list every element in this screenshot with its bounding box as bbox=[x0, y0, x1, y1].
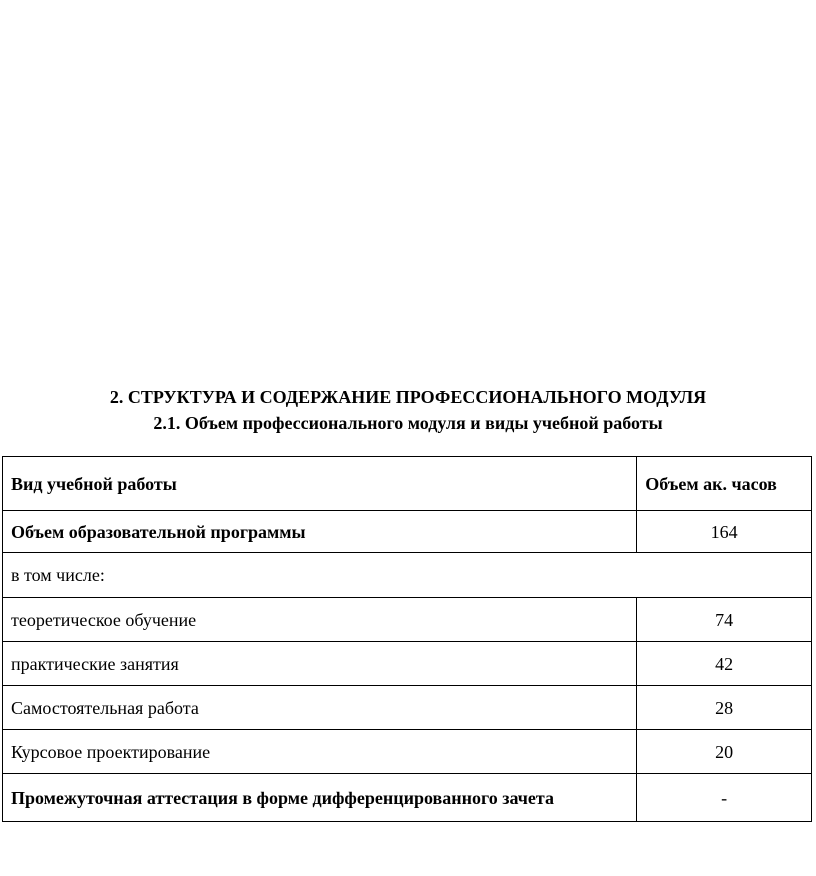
table-row-total bbox=[3, 511, 812, 553]
workload-table bbox=[2, 456, 812, 822]
row-value: 28 bbox=[637, 686, 812, 730]
row-value: 20 bbox=[637, 730, 812, 774]
subsection-title: 2.1. Объем профессионального модуля и виды учебной работы bbox=[153, 413, 663, 433]
table-row-final bbox=[3, 774, 812, 822]
table-row bbox=[3, 598, 812, 642]
row-label: практические занятия bbox=[3, 642, 637, 686]
final-value: - bbox=[637, 774, 812, 822]
table-row-including bbox=[3, 553, 812, 598]
table-row bbox=[3, 686, 812, 730]
section-title: 2. СТРУКТУРА И СОДЕРЖАНИЕ ПРОФЕССИОНАЛЬНОГО МОДУЛЯ bbox=[109, 387, 707, 407]
row-value: 42 bbox=[637, 642, 812, 686]
header-work-type: Вид учебной работы bbox=[3, 457, 637, 511]
total-value: 164 bbox=[637, 511, 812, 553]
row-label: теоретическое обучение bbox=[3, 598, 637, 642]
row-label: Курсовое проектирование bbox=[3, 730, 637, 774]
table-row bbox=[3, 642, 812, 686]
table-row bbox=[3, 730, 812, 774]
table-header-row bbox=[3, 457, 812, 511]
row-label: Самостоятельная работа bbox=[3, 686, 637, 730]
header-hours: Объем ак. часов bbox=[637, 457, 812, 511]
total-label: Объем образовательной программы bbox=[3, 511, 637, 553]
row-value: 74 bbox=[637, 598, 812, 642]
final-label: Промежуточная аттестация в форме дифференцированного зачета bbox=[3, 774, 637, 822]
including-label: в том числе: bbox=[3, 553, 812, 598]
